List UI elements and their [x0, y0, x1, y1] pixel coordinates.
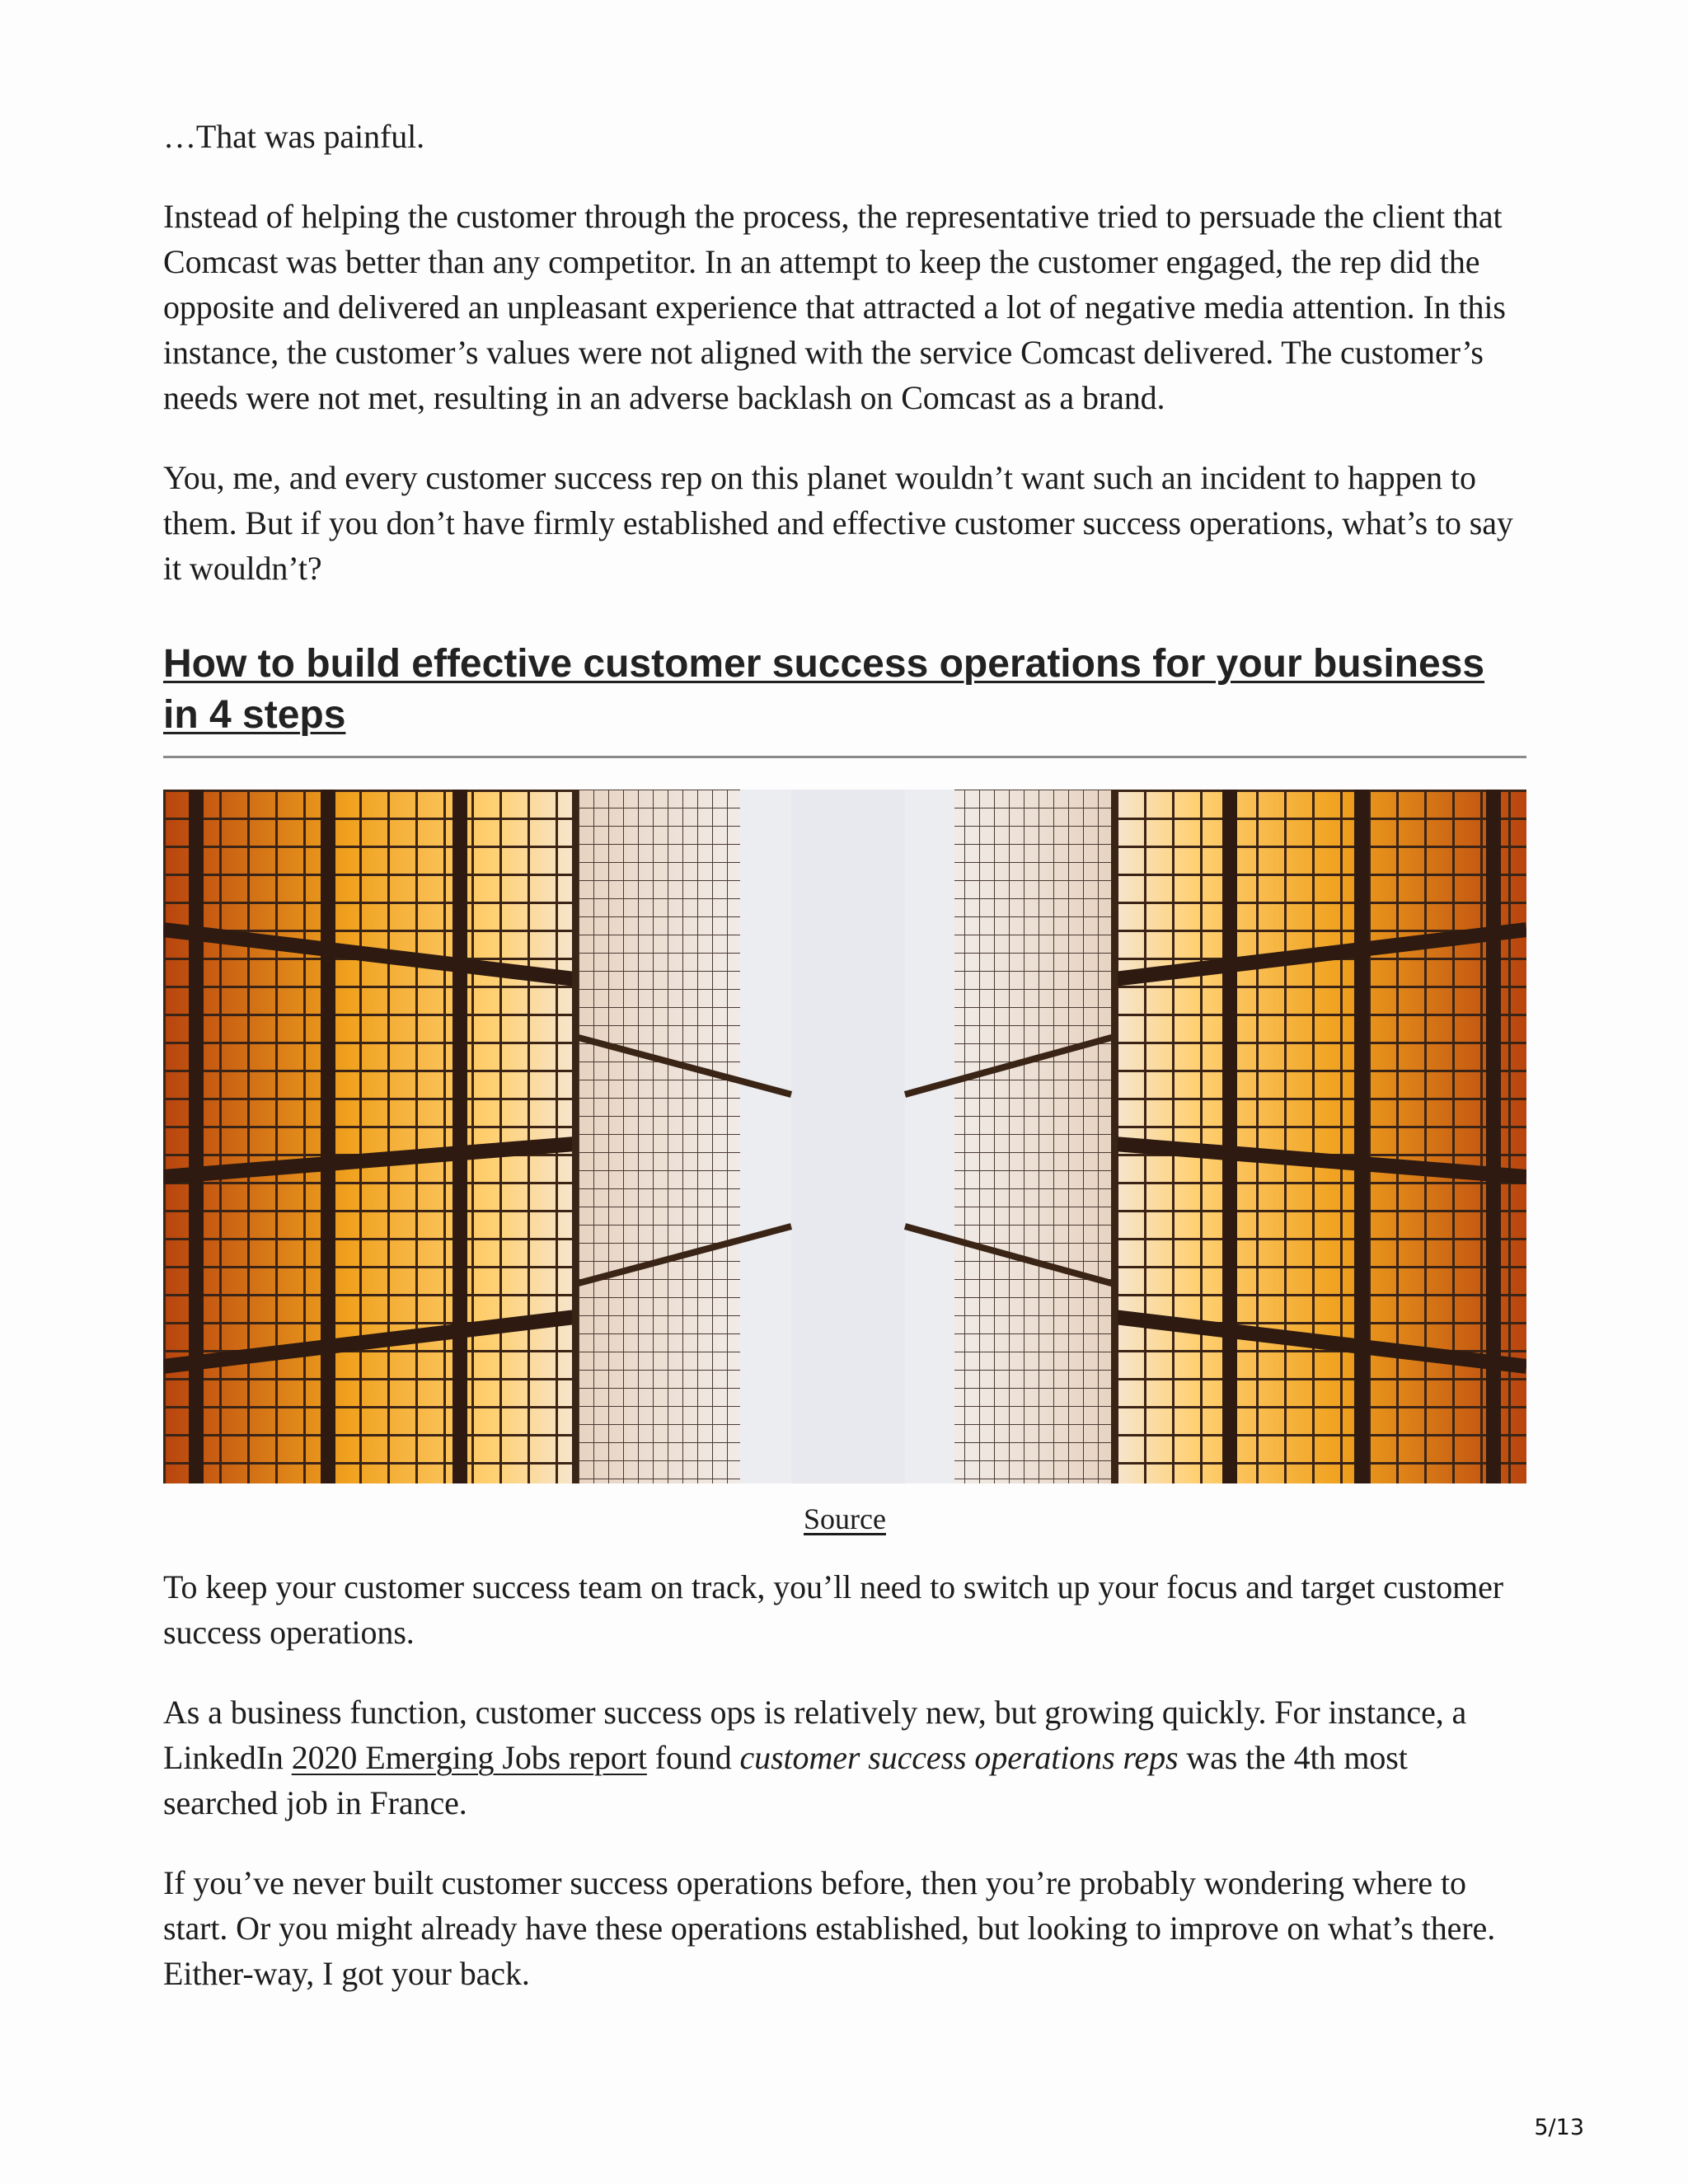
- paragraph-linkedin-text-c: was the 4th most searched job in France.: [163, 1739, 1408, 1821]
- source-link[interactable]: Source: [804, 1502, 886, 1535]
- paragraph-linkedin-text-b: found: [646, 1739, 740, 1776]
- buildings-photo: [163, 790, 1526, 1483]
- paragraph-linkedin-emphasis: customer success operations reps: [739, 1739, 1179, 1776]
- paragraph-comcast-story: Instead of helping the customer through the process, the representative tried to persuade the client that Comcast was better than any competitor. In an attempt to keep the customer engaged, the rep did the opposite and delivered an unpleasant experience that attracted a lot of negative media attention. In this instance, the customer’s values were not aligned with the service Comcast delivered. The customer’s needs were not met, resulting in an adverse backlash on Comcast as a brand.: [163, 198, 1506, 416]
- paragraph-incident: You, me, and every customer success rep on this planet wouldn’t want such an incident to happen to them. But if you don’t have firmly established and effective customer success operations, what’s to say it wouldn’t?: [163, 459, 1513, 587]
- paragraph-linkedin-text-a: As a business function, customer success ops is relatively new, but growing quickly. For instance, a LinkedIn: [163, 1694, 1467, 1776]
- section-heading[interactable]: How to build effective customer success operations for your business in 4 steps: [163, 639, 1526, 758]
- page-number: 5/13: [1534, 2115, 1584, 2140]
- paragraph-painful: …That was painful.: [163, 118, 425, 155]
- paragraph-switch-focus: To keep your customer success team on track, you’ll need to switch up your focus and target customer success operations.: [163, 1568, 1503, 1651]
- photo-caption: [163, 1498, 1526, 1540]
- article-body: [163, 114, 1526, 1996]
- paragraph-linkedin: [163, 1690, 1526, 1825]
- emerging-jobs-report-link[interactable]: 2020 Emerging Jobs report: [291, 1739, 647, 1776]
- buildings-photo-illustration: [163, 790, 1526, 1483]
- paragraph-getting-started: If you’ve never built customer success operations before, then you’re probably wondering where to start. Or you might already have these operations established, but looking to improve on what’s there. Either-way, I got your back.: [163, 1864, 1496, 1992]
